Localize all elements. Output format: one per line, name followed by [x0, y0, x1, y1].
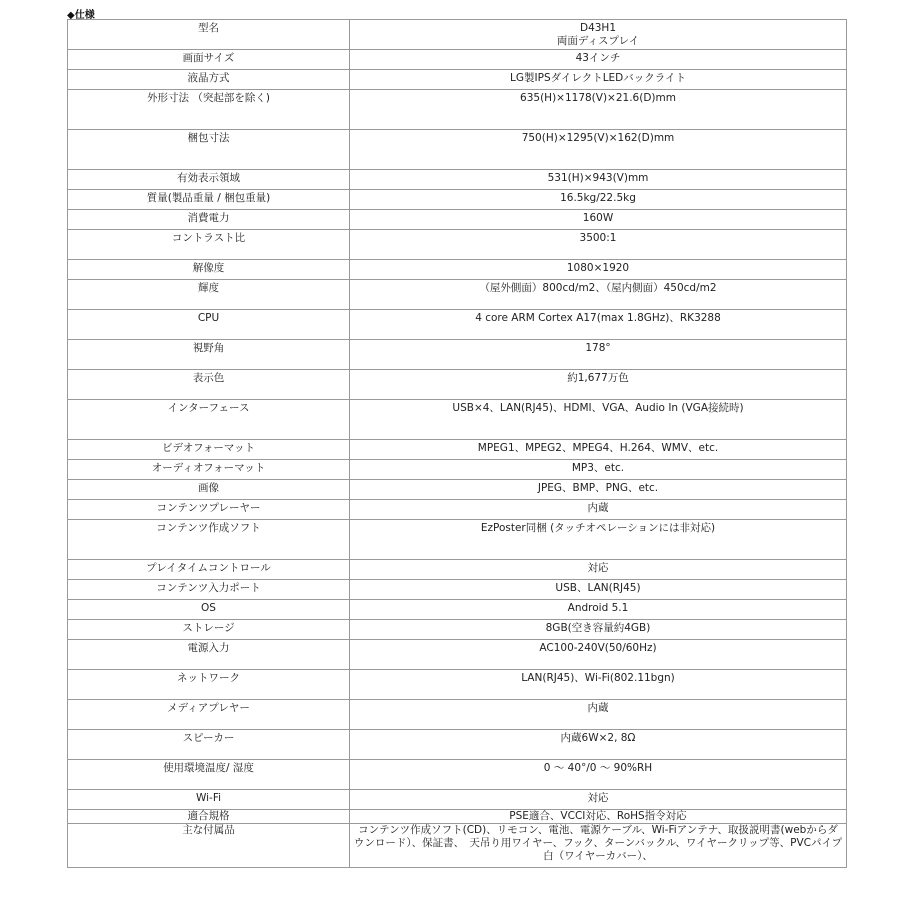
spec-value: LG製IPSダイレクトLEDバックライト [350, 70, 847, 90]
spec-value: 160W [350, 210, 847, 230]
spec-label: Wi-Fi [68, 790, 350, 810]
spec-label: インターフェース [68, 400, 350, 440]
spec-value: EzPoster同梱 (タッチオペレーションには非対応) [350, 520, 847, 560]
spec-row [68, 670, 847, 700]
spec-label: 梱包寸法 [68, 130, 350, 170]
spec-value: USB、LAN(RJ45) [350, 580, 847, 600]
spec-value: 内蔵 [350, 500, 847, 520]
spec-value: 3500:1 [350, 230, 847, 260]
spec-label: メディアプレヤー [68, 700, 350, 730]
spec-row [68, 50, 847, 70]
spec-row [68, 20, 847, 50]
spec-label: 適合規格 [68, 810, 350, 824]
spec-row [68, 760, 847, 790]
spec-value: 8GB(空き容量約4GB) [350, 620, 847, 640]
spec-row [68, 370, 847, 400]
spec-value: 約1,677万色 [350, 370, 847, 400]
spec-row [68, 170, 847, 190]
spec-value: AC100-240V(50/60Hz) [350, 640, 847, 670]
spec-value: 178° [350, 340, 847, 370]
spec-value: 531(H)×943(V)mm [350, 170, 847, 190]
spec-heading: ◆仕様 [67, 10, 95, 21]
spec-value: 1080×1920 [350, 260, 847, 280]
spec-label: ストレージ [68, 620, 350, 640]
spec-value: Android 5.1 [350, 600, 847, 620]
spec-label: 型名 [68, 20, 350, 50]
spec-label: ネットワーク [68, 670, 350, 700]
spec-row [68, 640, 847, 670]
spec-row [68, 440, 847, 460]
spec-row [68, 280, 847, 310]
spec-value: 16.5kg/22.5kg [350, 190, 847, 210]
spec-label: 使用環境温度/ 湿度 [68, 760, 350, 790]
spec-table-body [68, 20, 847, 868]
spec-label: コントラスト比 [68, 230, 350, 260]
spec-row [68, 400, 847, 440]
spec-label: 画面サイズ [68, 50, 350, 70]
spec-label: 表示色 [68, 370, 350, 400]
spec-value: PSE適合、VCCI対応、RoHS指令対応 [350, 810, 847, 824]
spec-row [68, 580, 847, 600]
spec-label: 液晶方式 [68, 70, 350, 90]
spec-row [68, 310, 847, 340]
spec-row [68, 810, 847, 824]
spec-row [68, 520, 847, 560]
spec-label: 視野角 [68, 340, 350, 370]
spec-label: オーディオフォーマット [68, 460, 350, 480]
spec-value: 内蔵6W×2, 8Ω [350, 730, 847, 760]
spec-label: 画像 [68, 480, 350, 500]
spec-row [68, 500, 847, 520]
spec-label: 解像度 [68, 260, 350, 280]
spec-value: USB×4、LAN(RJ45)、HDMI、VGA、Audio In (VGA接続時) [350, 400, 847, 440]
spec-row [68, 460, 847, 480]
spec-value: 内蔵 [350, 700, 847, 730]
spec-label: 電源入力 [68, 640, 350, 670]
spec-value: 対応 [350, 790, 847, 810]
spec-value: 対応 [350, 560, 847, 580]
spec-label: スピーカー [68, 730, 350, 760]
spec-value: D43H1 両面ディスプレイ [350, 20, 847, 50]
spec-row [68, 210, 847, 230]
spec-value: MPEG1、MPEG2、MPEG4、H.264、WMV、etc. [350, 440, 847, 460]
spec-label: CPU [68, 310, 350, 340]
spec-value: MP3、etc. [350, 460, 847, 480]
spec-label: プレイタイムコントロール [68, 560, 350, 580]
spec-row [68, 600, 847, 620]
spec-label: コンテンツプレーヤー [68, 500, 350, 520]
spec-label: 外形寸法 （突起部を除く) [68, 90, 350, 130]
spec-row [68, 560, 847, 580]
spec-value: （屋外側面）800cd/m2、（屋内側面）450cd/m2 [350, 280, 847, 310]
spec-label: 主な付属品 [68, 824, 350, 868]
spec-row [68, 130, 847, 170]
spec-row [68, 260, 847, 280]
spec-label: コンテンツ入力ポート [68, 580, 350, 600]
spec-value: JPEG、BMP、PNG、etc. [350, 480, 847, 500]
spec-value: 43インチ [350, 50, 847, 70]
spec-row [68, 190, 847, 210]
spec-label: 消費電力 [68, 210, 350, 230]
spec-row [68, 340, 847, 370]
spec-label: 有効表示領域 [68, 170, 350, 190]
spec-row [68, 90, 847, 130]
spec-label: 輝度 [68, 280, 350, 310]
spec-row [68, 620, 847, 640]
spec-row [68, 70, 847, 90]
spec-table [67, 19, 847, 868]
spec-value: 750(H)×1295(V)×162(D)mm [350, 130, 847, 170]
spec-value: 4 core ARM Cortex A17(max 1.8GHz)、RK3288 [350, 310, 847, 340]
spec-label: コンテンツ作成ソフト [68, 520, 350, 560]
spec-row [68, 480, 847, 500]
spec-label: ビデオフォーマット [68, 440, 350, 460]
spec-label: 質量(製品重量 / 梱包重量) [68, 190, 350, 210]
spec-row [68, 700, 847, 730]
spec-value: コンテンツ作成ソフト(CD)、リモコン、電池、電源ケーブル、Wi-Fiアンテナ、取扱説明書(webからダウンロード）、保証書、 天吊り用ワイヤー、フック、ターンバックル、ワイヤークリップ等、PVCパイプ白（ワイヤーカバー）、 [350, 824, 847, 868]
spec-row [68, 790, 847, 810]
spec-row [68, 730, 847, 760]
spec-label: OS [68, 600, 350, 620]
spec-value: LAN(RJ45)、Wi-Fi(802.11bgn) [350, 670, 847, 700]
spec-value: 635(H)×1178(V)×21.6(D)mm [350, 90, 847, 130]
spec-value: 0 ～ 40°/0 ～ 90%RH [350, 760, 847, 790]
spec-row [68, 230, 847, 260]
spec-row [68, 824, 847, 868]
